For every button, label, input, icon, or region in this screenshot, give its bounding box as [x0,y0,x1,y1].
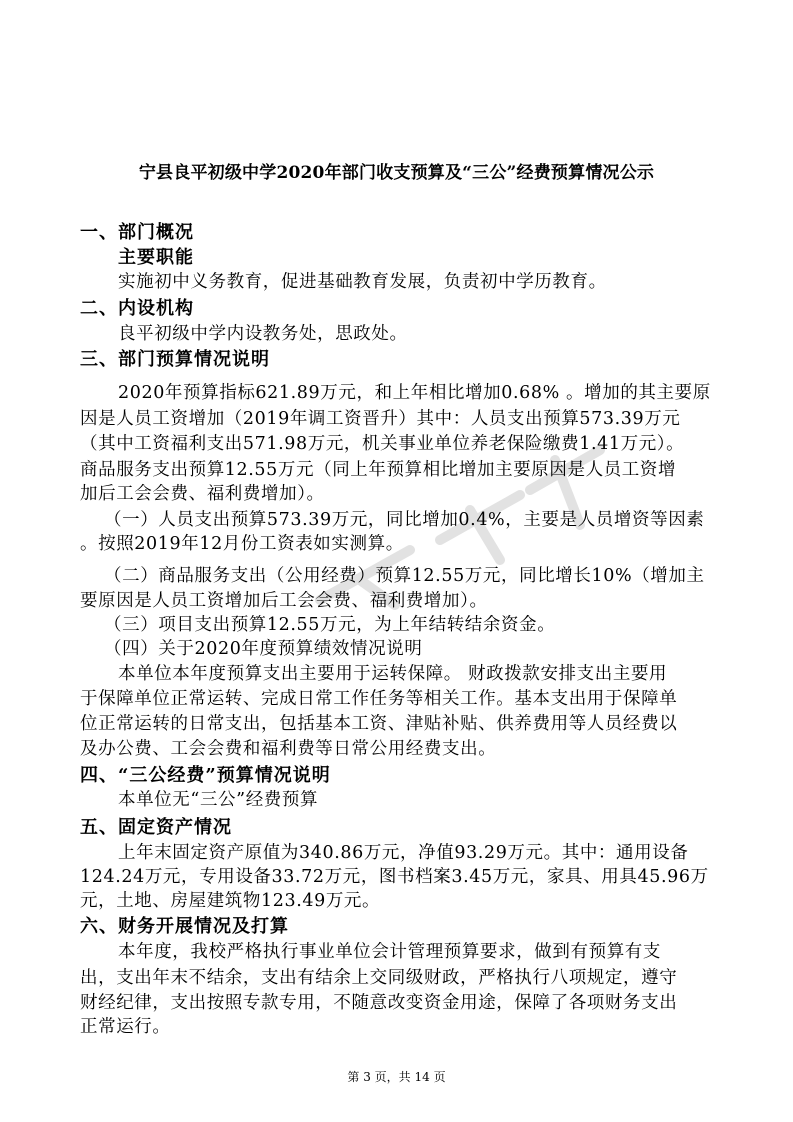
section-heading-overview: 一、部门概况 [80,222,194,243]
finance-line: 出，支出年末不结余，支出有结余上交同级财政，严格执行八项规定，遵守 [80,968,678,988]
finance-line: 财经纪律，支出按照专款专用，不随意改变资金用途，保障了各项财务支出 [80,993,678,1013]
budget-line: 位正常运转的日常支出，包括基本工资、津贴补贴、供养费用等人员经费以 [80,714,678,734]
budget-line: 本单位本年度预算支出主要用于运转保障。 财政拨款安排支出主要用 [118,664,668,684]
paragraph-functions: 实施初中义务教育，促进基础教育发展，负责初中学历教育。 [118,272,607,292]
finance-line: 正常运行。 [80,1017,171,1037]
assets-line: 上年末固定资产原值为340.86万元，净值93.29万元。其中：通用设备 [118,843,689,863]
section-heading-budget: 三、部门预算情况说明 [80,349,270,370]
assets-line: 124.24万元，专用设备33.72万元，图书档案3.45万元，家具、用具45.96万 [80,867,709,887]
section-heading-finance-plan: 六、财务开展情况及打算 [80,916,289,937]
budget-line: 要原因是人员工资增加后工会会费、福利费增加）。 [80,591,488,611]
budget-line: （其中工资福利支出571.98万元，机关事业单位养老保险缴费1.41万元）。 [80,434,685,454]
budget-line: （一）人员支出预算573.39万元，同比增加0.4%，主要是人员增资等因素 [104,510,705,530]
budget-line: （四）关于2020年度预算绩效情况说明 [104,639,423,659]
finance-line: 本年度，我校严格执行事业单位会计管理预算要求，做到有预算有支 [118,942,661,962]
document-title: 宁县良平初级中学2020年部门收支预算及“三公”经费预算情况公示 [138,163,655,183]
budget-line: 2020年预算指标621.89万元，和上年相比增加0.68% 。增加的其主要原 [118,383,711,403]
budget-line: 。按照2019年12月份工资表如实测算。 [80,534,404,554]
budget-line: 商品服务支出预算12.55万元（同上年预算相比增加主要原因是人员工资增 [80,460,677,480]
budget-line: 加后工会会费、福利费增加）。 [80,484,325,504]
budget-line: 因是人员工资增加（2019年调工资晋升）其中：人员支出预算573.39万元 [80,409,681,429]
paragraph-three-public: 本单位无“三公”经费预算 [118,790,319,810]
budget-line: 于保障单位正常运转、完成日常工作任务等相关工作。基本支出用于保障单 [80,689,678,709]
budget-line: （二）商品服务支出（公用经费）预算12.55万元，同比增长10%（增加主 [104,566,705,586]
assets-line: 元，土地、房屋建筑物123.49万元。 [80,891,381,911]
paragraph-internal-org: 良平初级中学内设教务处，思政处。 [118,324,408,344]
page-footer: 第 3 页，共 14 页 [347,1070,446,1084]
section-heading-three-public: 四、“三公经费”预算情况说明 [80,765,331,786]
subheading-main-functions: 主要职能 [118,247,194,268]
budget-line: 及办公费、工会会费和福利费等日常公用经费支出。 [80,739,497,759]
section-heading-fixed-assets: 五、固定资产情况 [80,817,232,838]
budget-line: （三）项目支出预算12.55万元，为上年结转结余资金。 [104,615,556,635]
section-heading-internal-org: 二、内设机构 [80,298,194,319]
